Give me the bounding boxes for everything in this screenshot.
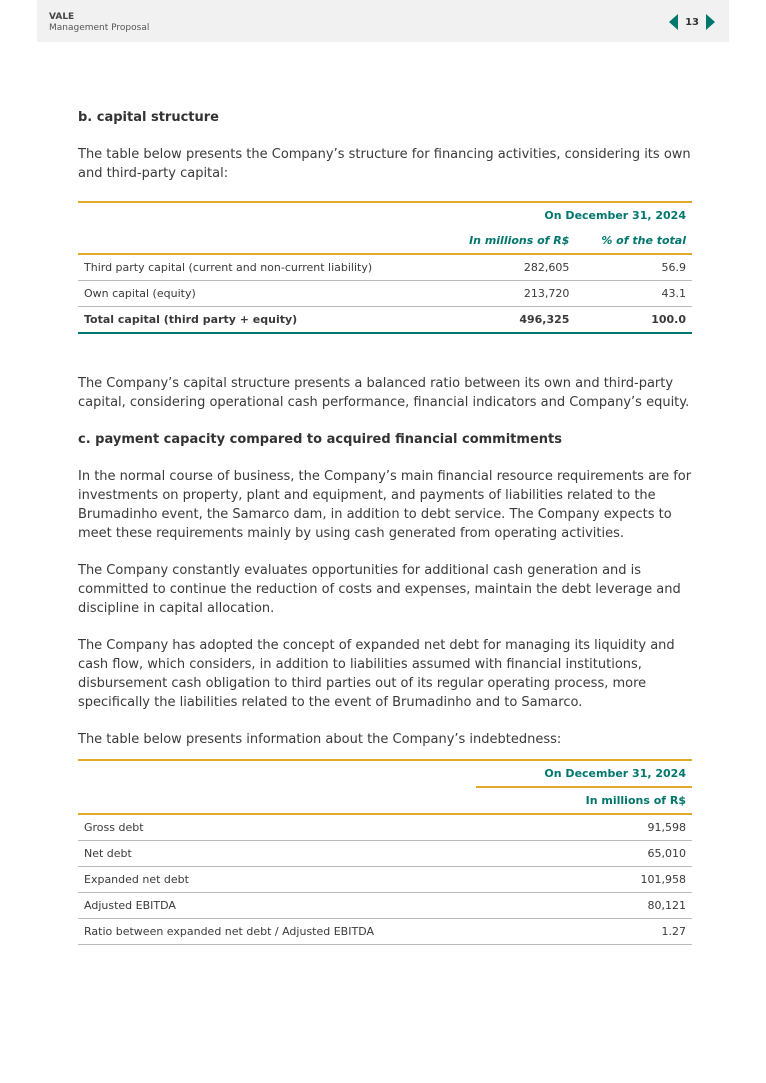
table-row <box>78 919 692 945</box>
section-b-conclusion: The Company’s capital structure presents a balanced ratio between its own and third-party capital, considering operational cash performance, financial indicators and Company’s equity. <box>78 376 690 410</box>
table-row <box>78 893 692 919</box>
capital-structure-table <box>78 201 692 334</box>
row-label: Third party capital (current and non-current liability) <box>78 254 440 281</box>
page-header <box>37 0 729 42</box>
total-percent: 100.0 <box>575 307 692 334</box>
row-label: Adjusted EBITDA <box>78 893 476 919</box>
section-c-heading: c. payment capacity compared to acquired financial commitments <box>78 432 562 447</box>
row-amount: 213,720 <box>440 281 575 307</box>
row-label: Ratio between expanded net debt / Adjusted EBITDA <box>78 919 476 945</box>
row-value: 1.27 <box>476 919 692 945</box>
total-row <box>78 307 692 334</box>
section-b-intro: The table below presents the Company’s structure for financing activities, considering its own and third-party capital: <box>78 147 691 181</box>
page-number: 13 <box>685 16 699 28</box>
row-label: Gross debt <box>78 814 476 841</box>
document-subtitle: Management Proposal <box>49 23 150 33</box>
table-header-spacer <box>78 787 476 814</box>
column-header-percent: % of the total <box>575 228 692 254</box>
previous-page-icon[interactable] <box>669 14 678 30</box>
row-value: 91,598 <box>476 814 692 841</box>
table-row <box>78 281 692 307</box>
row-percent: 43.1 <box>575 281 692 307</box>
table-row <box>78 254 692 281</box>
table-header-spacer <box>78 760 476 787</box>
column-header-amount: In millions of R$ <box>440 228 575 254</box>
next-page-icon[interactable] <box>706 14 715 30</box>
section-c-paragraph: In the normal course of business, the Company’s main financial resource requirements are for investments on property, plant and equipment, and payments of liabilities related to the Brumadinho event, the Samarco dam, in addition to debt service. The Company expects to meet these requirements mainly by using cash generated from operating activities. <box>78 469 692 541</box>
table-row <box>78 814 692 841</box>
row-label: Net debt <box>78 841 476 867</box>
row-amount: 282,605 <box>440 254 575 281</box>
brand-name: VALE <box>49 12 75 22</box>
page-content <box>78 108 692 945</box>
row-label: Own capital (equity) <box>78 281 440 307</box>
indebtedness-table <box>78 759 692 945</box>
row-percent: 56.9 <box>575 254 692 281</box>
section-b-heading: b. capital structure <box>78 110 220 125</box>
table-row <box>78 867 692 893</box>
table-header-spacer <box>78 228 440 254</box>
row-value: 65,010 <box>476 841 692 867</box>
row-label: Expanded net debt <box>78 867 476 893</box>
page-navigation <box>669 14 715 30</box>
total-label: Total capital (third party + equity) <box>78 307 440 334</box>
period-header: On December 31, 2024 <box>440 202 692 228</box>
section-c-paragraph: The Company constantly evaluates opportunities for additional cash generation and is committed to continue the reduction of costs and expenses, maintain the debt leverage and discipline in capital allocation. <box>78 563 681 616</box>
table-header-spacer <box>78 202 440 228</box>
section-c-paragraph: The Company has adopted the concept of expanded net debt for managing its liquidity and cash flow, which considers, in addition to liabilities assumed with financial institutions, disbursement cash obligation to third parties out of its regular operating process, more specifically the liabilities related to the event of Brumadinho and to Samarco. <box>78 638 675 710</box>
period-header: On December 31, 2024 <box>476 760 692 787</box>
section-c-table-intro: The table below presents information about the Company’s indebtedness: <box>78 732 562 747</box>
row-value: 101,958 <box>476 867 692 893</box>
total-amount: 496,325 <box>440 307 575 334</box>
column-header-amount: In millions of R$ <box>476 787 692 814</box>
row-value: 80,121 <box>476 893 692 919</box>
table-row <box>78 841 692 867</box>
